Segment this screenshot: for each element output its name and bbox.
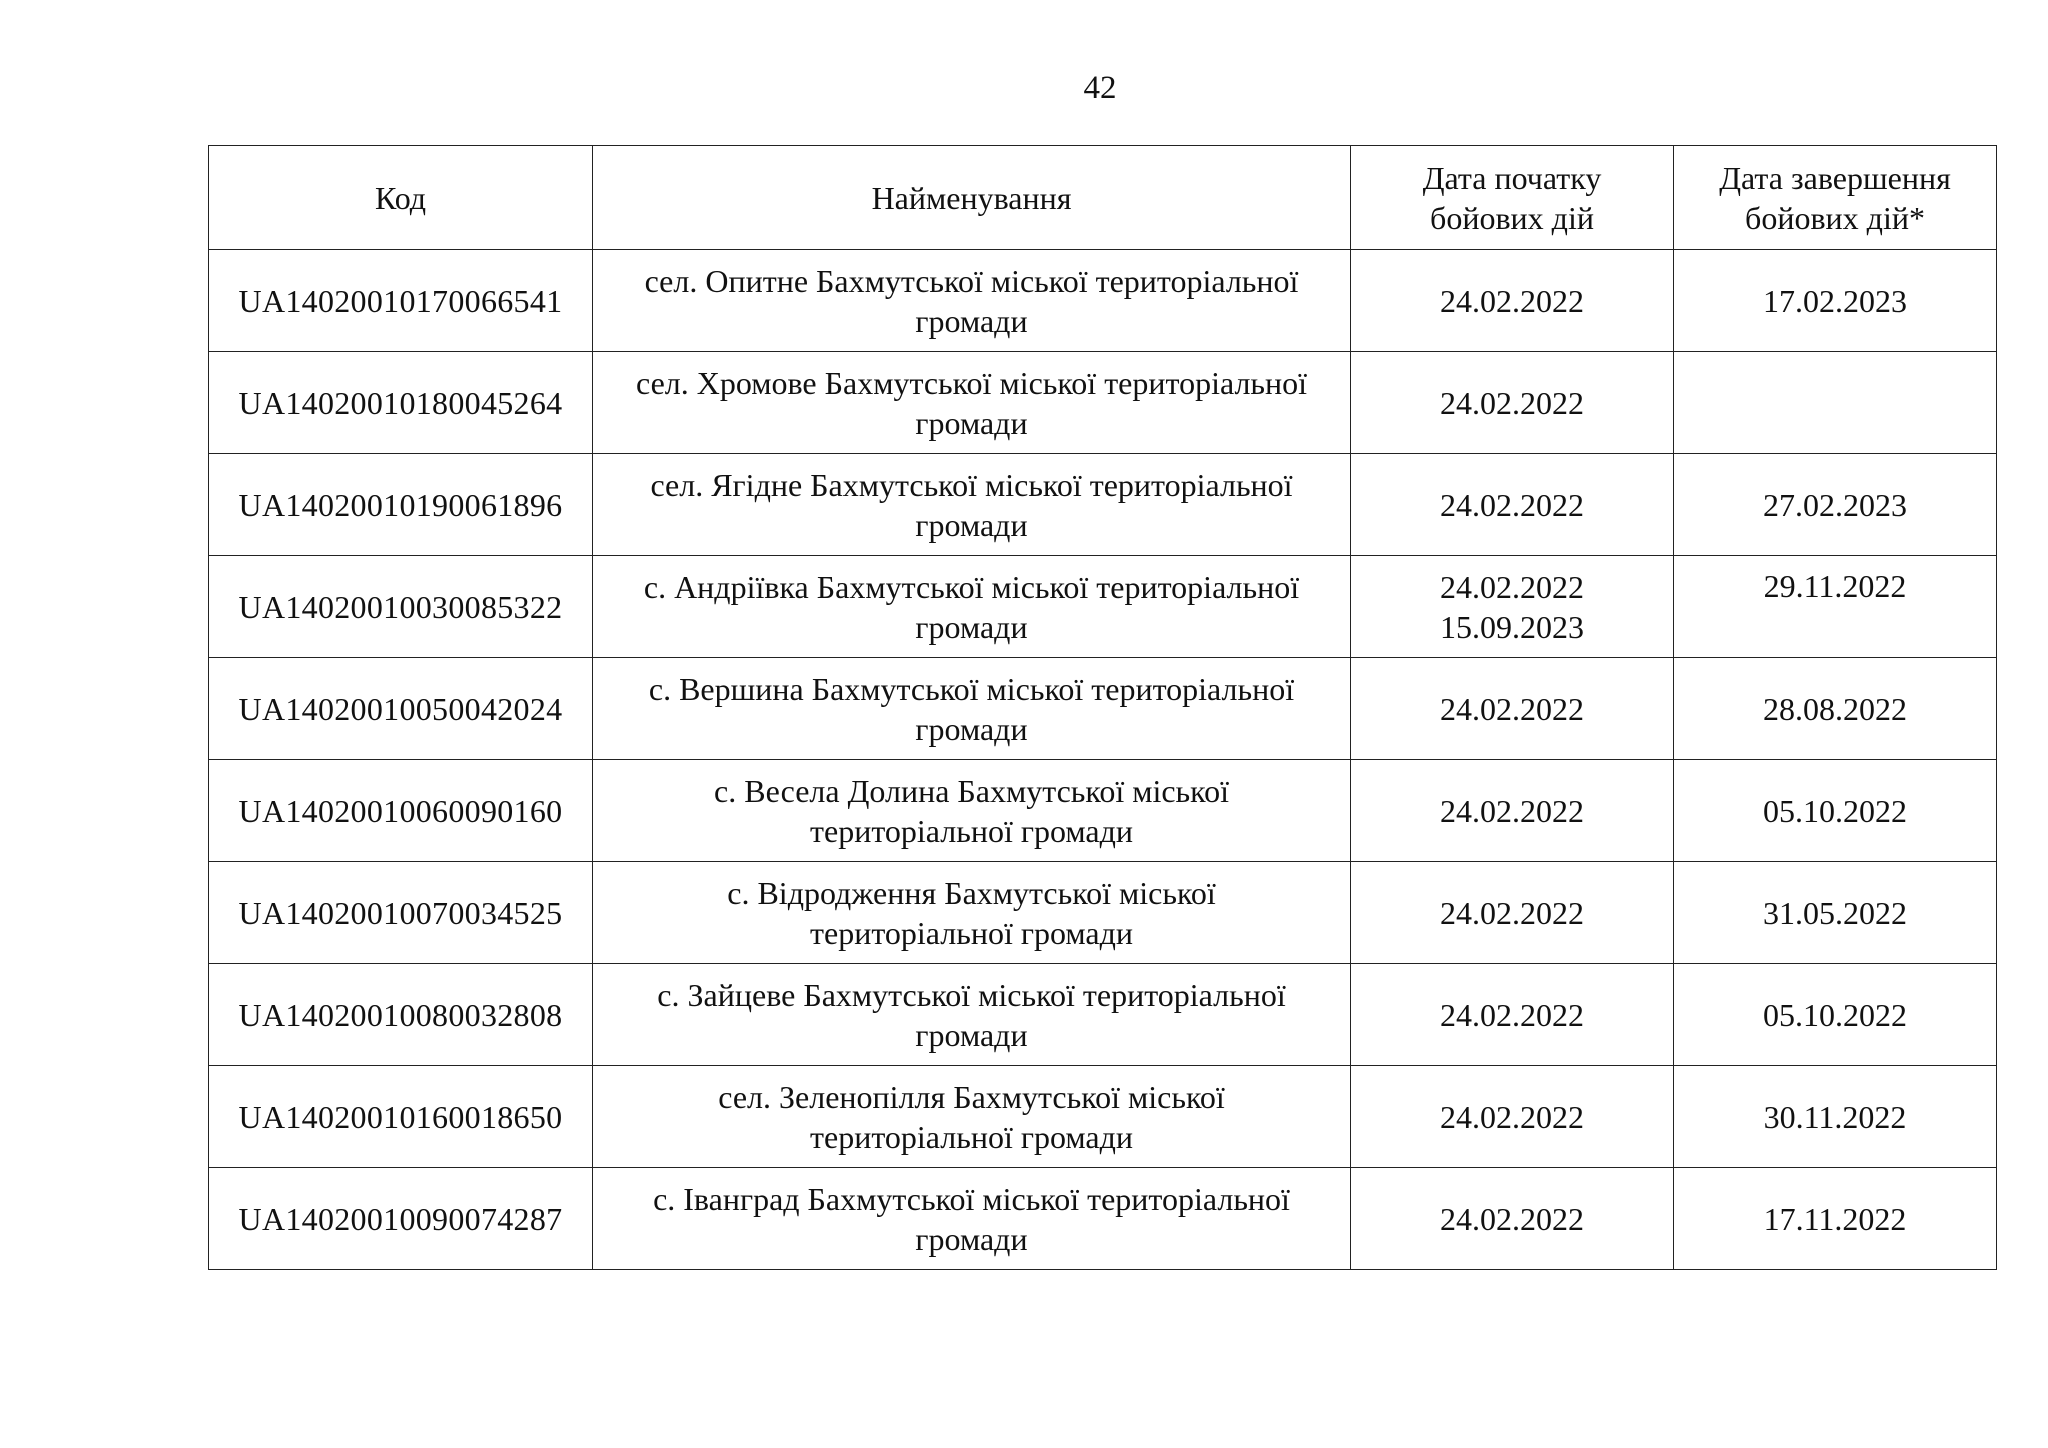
row-start-date — [1351, 1168, 1674, 1270]
row-end-date: 27.02.2023 — [1674, 454, 1997, 556]
row-name — [593, 1168, 1351, 1270]
row-start-line1: 24.02.2022 — [1440, 568, 1584, 605]
row-name — [593, 658, 1351, 760]
page-number: 42 — [1083, 70, 1117, 106]
row-start-line2: 15.09.2023 — [1440, 608, 1584, 645]
row-name-line1: сел. Ягідне Бахмутської міської територіальної — [650, 466, 1293, 503]
row-name-line1: с. Андріївка Бахмутської міської територіальної — [643, 568, 1300, 605]
row-name-line2: територіальної громади — [810, 914, 1133, 951]
row-start-line1: 24.02.2022 — [1440, 894, 1584, 931]
header-end-line2: бойових дій* — [1745, 199, 1925, 236]
row-start-line1: 24.02.2022 — [1440, 1098, 1584, 1135]
row-start-date — [1351, 658, 1674, 760]
row-end-date: 29.11.2022 — [1674, 556, 1997, 658]
header-name-label: Найменування — [871, 179, 1072, 216]
row-end-date: 17.02.2023 — [1674, 250, 1997, 352]
row-name-line2: територіальної громади — [810, 1118, 1133, 1155]
table-row — [209, 454, 1997, 556]
row-name — [593, 862, 1351, 964]
row-name-line1: с. Зайцеве Бахмутської міської територіальної — [657, 976, 1286, 1013]
combat-dates-table — [208, 145, 1997, 1270]
row-end-date: 05.10.2022 — [1674, 964, 1997, 1066]
row-start-line1: 24.02.2022 — [1440, 486, 1584, 523]
row-name-line1: сел. Хромове Бахмутської міської територіальної — [635, 364, 1308, 401]
row-start-line1: 24.02.2022 — [1440, 384, 1584, 421]
row-start-date — [1351, 250, 1674, 352]
row-start-date — [1351, 556, 1674, 658]
row-name-line1: с. Відродження Бахмутської міської — [727, 874, 1216, 911]
row-code: UA14020010190061896 — [209, 454, 593, 556]
row-name-line2: громади — [915, 608, 1028, 645]
row-end-date — [1674, 352, 1997, 454]
header-start-line2: бойових дій — [1430, 199, 1594, 236]
table-row — [209, 760, 1997, 862]
row-start-date — [1351, 862, 1674, 964]
row-end-date: 17.11.2022 — [1674, 1168, 1997, 1270]
header-name — [593, 146, 1351, 250]
row-end-date: 30.11.2022 — [1674, 1066, 1997, 1168]
row-name-line1: с. Іванград Бахмутської міської територіальної — [653, 1180, 1290, 1217]
row-name-line1: с. Весела Долина Бахмутської міської — [714, 772, 1229, 809]
header-code — [209, 146, 593, 250]
header-end-line1: Дата завершення — [1719, 159, 1951, 196]
row-name-line2: громади — [915, 710, 1028, 747]
table-row — [209, 352, 1997, 454]
row-name-line2: громади — [915, 302, 1028, 339]
table-header-row — [209, 146, 1997, 250]
table-row — [209, 964, 1997, 1066]
row-start-line1: 24.02.2022 — [1440, 1200, 1584, 1237]
row-name-line1: с. Вершина Бахмутської міської територіальної — [648, 670, 1295, 707]
row-start-line1: 24.02.2022 — [1440, 996, 1584, 1033]
row-end-date: 28.08.2022 — [1674, 658, 1997, 760]
row-name — [593, 250, 1351, 352]
row-code: UA14020010180045264 — [209, 352, 593, 454]
table-row — [209, 1066, 1997, 1168]
row-code: UA14020010080032808 — [209, 964, 593, 1066]
row-code: UA14020010030085322 — [209, 556, 593, 658]
header-start-line1: Дата початку — [1422, 159, 1602, 196]
row-code: UA14020010050042024 — [209, 658, 593, 760]
table-row — [209, 250, 1997, 352]
row-start-date — [1351, 964, 1674, 1066]
header-end-date — [1674, 146, 1997, 250]
row-code: UA14020010060090160 — [209, 760, 593, 862]
row-name-line2: громади — [915, 404, 1028, 441]
row-name-line1: сел. Зеленопілля Бахмутської міської — [718, 1078, 1225, 1115]
row-code: UA14020010160018650 — [209, 1066, 593, 1168]
row-start-line1: 24.02.2022 — [1440, 792, 1584, 829]
row-name-line2: громади — [915, 1220, 1028, 1257]
row-start-date — [1351, 352, 1674, 454]
row-name-line2: громади — [915, 1016, 1028, 1053]
row-start-line1: 24.02.2022 — [1440, 690, 1584, 727]
row-name — [593, 352, 1351, 454]
row-start-line1: 24.02.2022 — [1440, 282, 1584, 319]
row-end-date: 31.05.2022 — [1674, 862, 1997, 964]
table-row — [209, 1168, 1997, 1270]
row-code: UA14020010090074287 — [209, 1168, 593, 1270]
row-name — [593, 454, 1351, 556]
row-start-date — [1351, 454, 1674, 556]
header-start-date — [1351, 146, 1674, 250]
row-code: UA14020010070034525 — [209, 862, 593, 964]
row-start-date — [1351, 760, 1674, 862]
table-row — [209, 658, 1997, 760]
row-code: UA14020010170066541 — [209, 250, 593, 352]
header-code-label: Код — [374, 179, 427, 216]
table-row — [209, 862, 1997, 964]
row-name — [593, 1066, 1351, 1168]
row-name-line1: сел. Опитне Бахмутської міської територіальної — [644, 262, 1299, 299]
row-name — [593, 556, 1351, 658]
row-start-date — [1351, 1066, 1674, 1168]
row-name — [593, 760, 1351, 862]
row-name-line2: територіальної громади — [810, 812, 1133, 849]
row-name — [593, 964, 1351, 1066]
table-row — [209, 556, 1997, 658]
row-end-date: 05.10.2022 — [1674, 760, 1997, 862]
row-name-line2: громади — [915, 506, 1028, 543]
